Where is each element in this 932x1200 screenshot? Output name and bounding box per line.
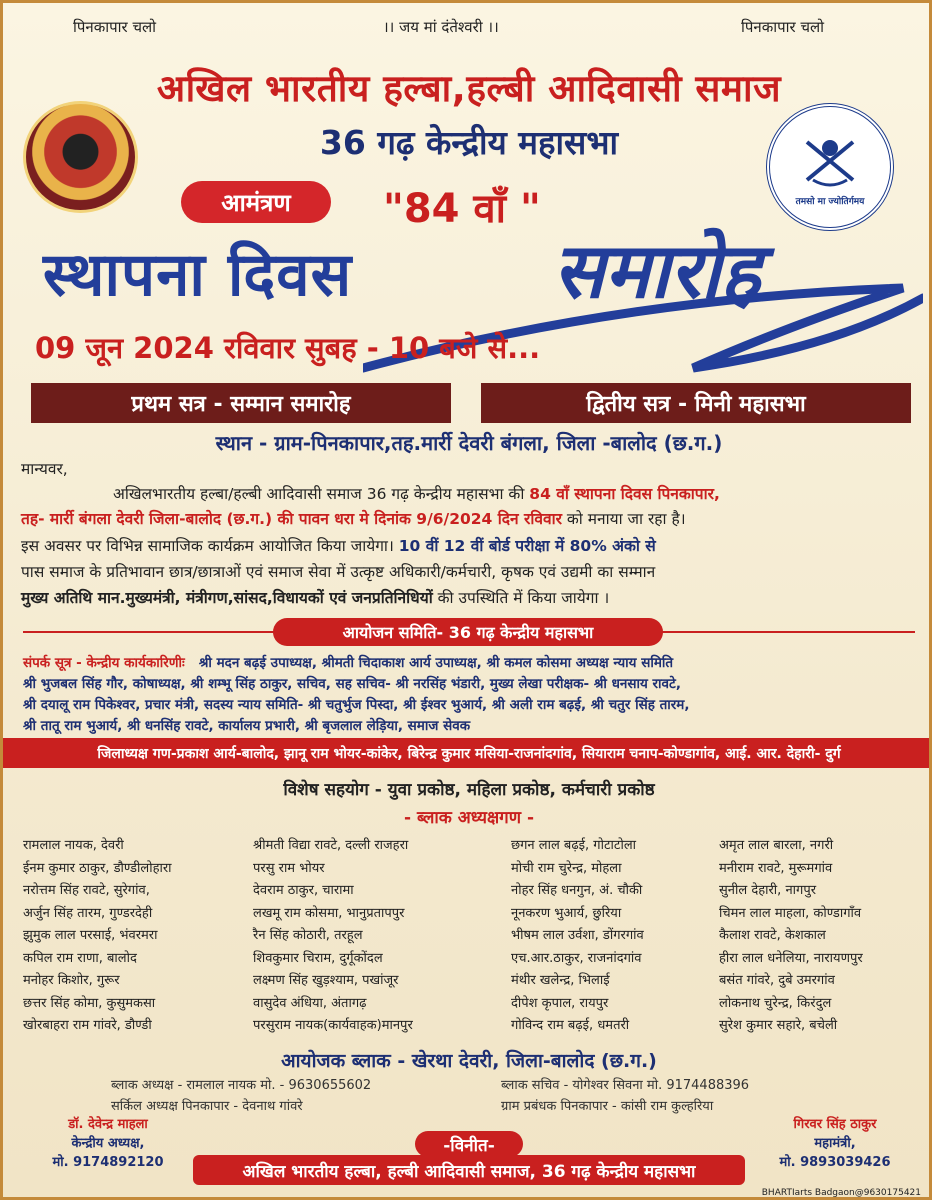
list-item: कैलाश रावटे, केशकाल <box>719 928 826 943</box>
list-item: मनीराम रावटे, मुरूमगांव <box>719 860 833 876</box>
letter-line5b: की उपस्थिति में किया जायेगा । <box>432 589 610 607</box>
list-item: मनोहर किशोर, गुरूर <box>23 973 120 988</box>
list-item: ईनम कुमार ठाकुर, डौण्डीलोहारा <box>23 860 172 876</box>
list-item: दीपेश कृपाल, रायपुर <box>511 995 609 1011</box>
salutation: मान्यवर, <box>21 460 68 478</box>
letter-line3b: 10 वीं 12 वीं बोर्ड परीक्षा में 80% अंको से <box>398 537 656 555</box>
block-column-2 <box>253 835 413 1038</box>
list-item: छत्तर सिंह कोमा, कुसुमकसा <box>23 995 156 1011</box>
list-item: मोची राम चुरेन्द्र, मोहला <box>511 860 622 876</box>
event-date: 09 जून 2024 रविवार सुबह - 10 बजे से... <box>35 331 541 365</box>
list-item: छगन लाल बढ़ई, गोटाटोला <box>511 838 637 853</box>
special-support: विशेष सहयोग - युवा प्रकोष्ठ, महिला प्रकोष्ठ, कर्मचारी प्रकोष्ठ <box>283 780 655 800</box>
list-item: कपिल राम राणा, बालोद <box>23 950 137 966</box>
organizing-committee: आयोजन समिति- 36 गढ़ केन्द्रीय महासभा <box>273 618 663 646</box>
block-secretary-contact: ब्लाक सचिव - योगेश्वर सिवना मो. 9174488396 <box>501 1078 750 1093</box>
list-item: खोरबाहरा राम गांवरे, डौण्डी <box>23 1018 152 1033</box>
list-item: वासुदेव अंधिया, अंतागढ़ <box>253 995 367 1011</box>
header-left-text: पिनकापार चलो <box>73 18 157 36</box>
left-signatory-name: डॉ. देवेन्द्र माहला <box>68 1117 148 1132</box>
letter-line1 <box>113 483 923 506</box>
list-item: बसंत गांवरे, दुबे उमरगांव <box>719 973 835 988</box>
letter-line5a: मुख्य अतिथि मान.मुख्यमंत्री, मंत्रीगण,सांसद,विधायकों एवं जनप्रतिनिधियों <box>21 589 433 607</box>
list-item: नूनकरण भुआर्य, छुरिया <box>511 905 622 921</box>
invitation-badge: आमंत्रण <box>181 181 331 223</box>
crossed-swords-icon <box>799 128 861 190</box>
list-item: परसुराम नायक(कार्यवाहक)मानपुर <box>253 1018 413 1033</box>
right-signatory-title: महामंत्री, <box>814 1136 856 1151</box>
district-presidents: जिलाध्यक्ष गण-प्रकाश आर्य-बालोद, झानू राम भोयर-कांकेर, बिरेन्द्र कुमार मसिया-राजनांदगांव, सियाराम चनाप-कोण्डागांव, आई. आर. देहारी- दुर्ग <box>3 738 932 768</box>
header-right-text: पिनकापार चलो <box>741 18 825 36</box>
letter-line3 <box>21 535 921 558</box>
emblem-motto: तमसो मा ज्योतिर्गमय <box>795 196 865 207</box>
event-title-part2: समारोह <box>553 226 761 315</box>
designer-credit: BHARTIarts Badgaon@9630175421 <box>761 1188 921 1198</box>
village-manager-contact: ग्राम प्रबंधक पिनकापार - कांसी राम कुल्हरिया <box>501 1099 714 1114</box>
list-item: भीषम लाल उर्वशा, डोंगरगांव <box>511 928 644 943</box>
list-item: लक्ष्मण सिंह खुड़श्याम, पखांजूर <box>253 973 399 988</box>
session-second: द्वितीय सत्र - मिनी महासभा <box>481 383 911 423</box>
list-item: लखमू राम कोसमा, भानुप्रतापपुर <box>253 905 405 921</box>
deity-image <box>23 101 138 213</box>
sub-title: 36 गढ़ केन्द्रीय महासभा <box>319 123 619 162</box>
list-item: शिवकुमार चिराम, दुर्गूकोंदल <box>253 950 383 966</box>
letter-line1b: 84 वाँ स्थापना दिवस पिनकापार, <box>529 485 720 503</box>
list-item: अर्जुन सिंह तारम, गुण्डरदेही <box>23 905 153 921</box>
list-item: देवराम ठाकुर, चारामा <box>253 883 354 898</box>
letter-line2b: को मनाया जा रहा है। <box>561 510 686 528</box>
contact-line2: श्री भुजबल सिंह गौर, कोषाध्यक्ष, श्री शम्भू सिंह ठाकुर, सचिव, सह सचिव- श्री नरसिंह भंडारी, मुख्य लेखा परीक्षक- श्री धनसाय रावटे, <box>23 676 681 692</box>
letter-line2a: तह- मार्री बंगला देवरी जिला-बालोद (छ.ग.) की पावन धरा मे दिनांक 9/6/2024 दिन रविवार <box>21 510 562 528</box>
list-item: श्रीमती विद्या रावटे, दल्ली राजहरा <box>253 838 409 853</box>
society-emblem <box>766 103 894 231</box>
list-item: नोहर सिंह धनगुन, अं. चौकी <box>511 883 643 898</box>
right-signatory <box>755 1115 915 1172</box>
left-signatory-phone: मो. 9174892120 <box>52 1155 164 1170</box>
footer-bar: अखिल भारतीय हल्बा, हल्बी आदिवासी समाज, 36 गढ़ केन्द्रीय महासभा <box>193 1155 745 1185</box>
session-first: प्रथम सत्र - सम्मान समारोह <box>31 383 451 423</box>
venue: स्थान - ग्राम-पिनकापार,तह.मार्री देवरी बंगला, जिला -बालोद (छ.ग.) <box>215 431 723 455</box>
list-item: एच.आर.ठाकुर, राजनांदगांव <box>511 950 642 966</box>
event-title-part1: स्थापना दिवस <box>43 240 353 310</box>
list-item: नरोत्तम सिंह रावटे, सुरेगांव, <box>23 883 150 898</box>
header-center-text: ।। जय मां दंतेश्वरी ।। <box>383 18 499 36</box>
contact-label: संपर्क सूत्र - केन्द्रीय कार्यकारिणीः <box>23 655 185 671</box>
contact-line3: श्री दयालू राम पिकेश्वर, प्रचार मंत्री, सदस्य न्याय समिति- श्री चतुर्भुज पिस्दा, श्री ईश्वर भुआर्य, श्री अली राम बढ़ई, श्री चतुर सिंह तारम, <box>23 697 690 713</box>
letter-line1a: अखिलभारतीय हल्बा/हल्बी आदिवासी समाज 36 गढ़ केन्द्रीय महासभा की <box>113 485 530 503</box>
list-item: सुरेश कुमार सहारे, बचेली <box>719 1018 838 1033</box>
list-item: लोकनाथ चुरेन्द्र, किरंदुल <box>719 995 832 1011</box>
vinit-label: -विनीत- <box>415 1131 523 1157</box>
left-signatory-title: केन्द्रीय अध्यक्ष, <box>71 1136 145 1151</box>
contact-line1-text: श्री मदन बढ़ई उपाध्यक्ष, श्रीमती चिदाकाश आर्य उपाध्यक्ष, श्री कमल कोसमा अध्यक्ष न्याय समिति <box>198 655 674 671</box>
main-title: अखिल भारतीय हल्बा,हल्बी आदिवासी समाज <box>156 67 782 110</box>
right-signatory-name: गिरवर सिंह ठाकुर <box>793 1117 877 1132</box>
letter-line2 <box>21 508 921 531</box>
letter-line4: पास समाज के प्रतिभावान छात्र/छात्राओं एवं समाज सेवा में उत्कृष्ट अधिकारी/कर्मचारी, कृषक एवं उद्यमी का सम्मान <box>21 563 656 581</box>
list-item: रामलाल नायक, देवरी <box>23 838 124 853</box>
circle-president-contact: सर्किल अध्यक्ष पिनकापार - देवनाथ गांवरे <box>111 1099 303 1114</box>
letter-line5 <box>21 587 921 610</box>
contact-list <box>23 653 918 737</box>
block-column-1 <box>23 835 172 1038</box>
letter-line3a: इस अवसर पर विभिन्न सामाजिक कार्यक्रम आयोजित किया जायेगा। <box>21 537 399 555</box>
list-item: रैन सिंह कोठारी, तरहूल <box>253 928 363 943</box>
block-column-4 <box>719 835 863 1038</box>
list-item: झुमुक लाल परसाई, भंवरमरा <box>23 928 158 943</box>
list-item: अमृत लाल बारला, नगरी <box>719 838 834 853</box>
list-item: सुनील देहारी, नागपुर <box>719 883 817 898</box>
list-item: चिमन लाल माहला, कोण्डागाँव <box>719 905 862 921</box>
list-item: परसु राम भोयर <box>253 860 325 876</box>
right-signatory-phone: मो. 9893039426 <box>779 1155 891 1170</box>
contact-line1 <box>23 653 918 674</box>
list-item: हीरा लाल धनेलिया, नारायणपुर <box>719 950 863 966</box>
list-item: गोविन्द राम बढ़ई, धमतरी <box>511 1018 630 1033</box>
organizer-block: आयोजक ब्लाक - खेरथा देवरी, जिला-बालोद (छ.ग.) <box>281 1050 657 1072</box>
list-item: मंथीर खलेन्द्र, भिलाई <box>511 973 610 988</box>
block-presidents-heading: - ब्लाक अध्यक्षगण - <box>403 808 535 828</box>
anniversary-label: "84 वाँ " <box>383 186 541 232</box>
contact-line4: श्री तातू राम भुआर्य, श्री धनसिंह रावटे, कार्यालय प्रभारी, श्री बृजलाल लेड़िया, समाज सेवक <box>23 718 471 734</box>
left-signatory <box>33 1115 183 1172</box>
block-president-contact: ब्लाक अध्यक्ष - रामलाल नायक मो. - 9630655602 <box>111 1078 372 1093</box>
block-column-3 <box>511 835 644 1038</box>
